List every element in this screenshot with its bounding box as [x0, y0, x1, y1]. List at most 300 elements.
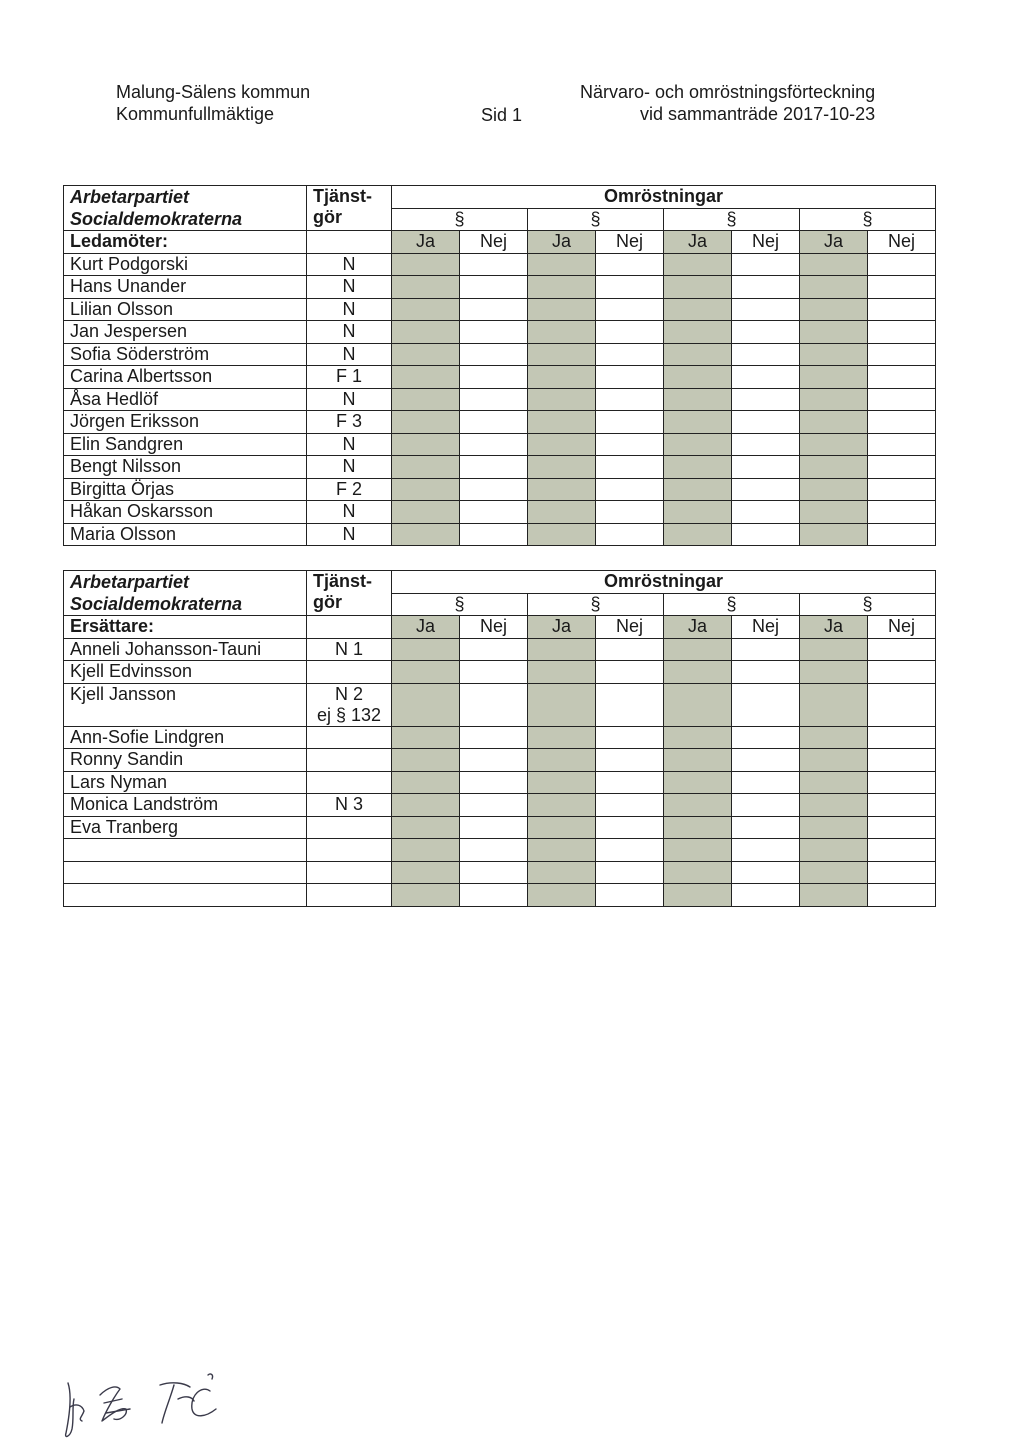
- yes-header: Ja: [800, 616, 868, 639]
- yes-vote-cell: [664, 298, 732, 321]
- no-header: Nej: [596, 616, 664, 639]
- vote-section-sign: §: [800, 208, 936, 231]
- no-vote-cell: [596, 456, 664, 479]
- no-vote-cell: [460, 343, 528, 366]
- vote-section-sign: §: [392, 208, 528, 231]
- serving-code: F 1: [307, 366, 392, 389]
- no-vote-cell: [732, 321, 800, 344]
- no-vote-cell: [868, 366, 936, 389]
- party-line1: Arbetarpartiet: [70, 572, 190, 592]
- members-table: [63, 185, 936, 546]
- no-vote-cell: [868, 861, 936, 884]
- table-row: [64, 749, 936, 772]
- serving-code: N: [307, 298, 392, 321]
- yes-vote-cell: [528, 456, 596, 479]
- serving-code: F 3: [307, 411, 392, 434]
- no-vote-cell: [732, 501, 800, 524]
- yes-vote-cell: [800, 253, 868, 276]
- yes-vote-cell: [800, 343, 868, 366]
- page-number: Sid 1: [481, 105, 523, 125]
- members-table-body: [64, 253, 936, 546]
- yes-vote-cell: [664, 456, 732, 479]
- yes-vote-cell: [664, 478, 732, 501]
- no-vote-cell: [596, 501, 664, 524]
- no-vote-cell: [596, 771, 664, 794]
- table-row: [64, 816, 936, 839]
- yes-vote-cell: [528, 638, 596, 661]
- no-vote-cell: [460, 726, 528, 749]
- table-row: [64, 501, 936, 524]
- table-row: [64, 411, 936, 434]
- no-vote-cell: [460, 276, 528, 299]
- party-line2: Socialdemokraterna: [70, 594, 243, 614]
- vote-section-sign: §: [664, 593, 800, 616]
- yes-vote-cell: [664, 523, 732, 546]
- yes-vote-cell: [800, 478, 868, 501]
- serving-code: N: [307, 343, 392, 366]
- yes-vote-cell: [392, 861, 460, 884]
- no-vote-cell: [596, 388, 664, 411]
- no-vote-cell: [732, 839, 800, 862]
- serving-code: N: [307, 388, 392, 411]
- yes-vote-cell: [664, 839, 732, 862]
- table-row: [64, 343, 936, 366]
- yes-vote-cell: [664, 638, 732, 661]
- serving-line1: Tjänst-: [313, 571, 373, 591]
- serving-code: N: [307, 523, 392, 546]
- no-vote-cell: [732, 638, 800, 661]
- yes-header: Ja: [528, 616, 596, 639]
- person-name: Anneli Johansson-Tauni: [64, 638, 307, 661]
- yes-vote-cell: [664, 794, 732, 817]
- yes-vote-cell: [528, 276, 596, 299]
- table-row: [64, 276, 936, 299]
- yes-vote-cell: [528, 343, 596, 366]
- vote-section-sign: §: [392, 593, 528, 616]
- no-vote-cell: [460, 749, 528, 772]
- yes-vote-cell: [392, 433, 460, 456]
- yes-vote-cell: [392, 726, 460, 749]
- party-line1: Arbetarpartiet: [70, 187, 190, 207]
- no-vote-cell: [868, 749, 936, 772]
- yes-vote-cell: [392, 298, 460, 321]
- yes-vote-cell: [528, 683, 596, 726]
- no-vote-cell: [868, 343, 936, 366]
- yes-vote-cell: [392, 456, 460, 479]
- no-header: Nej: [868, 231, 936, 254]
- table-row: [64, 253, 936, 276]
- table-row: [64, 638, 936, 661]
- no-vote-cell: [868, 298, 936, 321]
- table-row: [64, 683, 936, 726]
- yes-vote-cell: [800, 839, 868, 862]
- yes-vote-cell: [800, 794, 868, 817]
- person-name: Carina Albertsson: [64, 366, 307, 389]
- yes-vote-cell: [392, 839, 460, 862]
- person-name: Maria Olsson: [64, 523, 307, 546]
- no-vote-cell: [596, 884, 664, 907]
- serving-header-cell: [307, 571, 392, 616]
- vote-section-sign: §: [664, 208, 800, 231]
- yes-vote-cell: [528, 501, 596, 524]
- header-left: [116, 81, 310, 125]
- serving-code-value: N 2: [334, 683, 363, 704]
- no-vote-cell: [732, 433, 800, 456]
- no-vote-cell: [596, 523, 664, 546]
- no-vote-cell: [868, 523, 936, 546]
- serving-code: [307, 816, 392, 839]
- table-row: [64, 661, 936, 684]
- yes-vote-cell: [800, 456, 868, 479]
- no-header: Nej: [460, 231, 528, 254]
- yes-vote-cell: [392, 388, 460, 411]
- yes-vote-cell: [664, 388, 732, 411]
- person-name: Ronny Sandin: [64, 749, 307, 772]
- serving-code: N 1: [307, 638, 392, 661]
- yes-vote-cell: [800, 523, 868, 546]
- yes-vote-cell: [392, 253, 460, 276]
- person-name: Bengt Nilsson: [64, 456, 307, 479]
- yes-vote-cell: [800, 366, 868, 389]
- no-vote-cell: [460, 661, 528, 684]
- serving-code: [307, 861, 392, 884]
- yes-vote-cell: [528, 478, 596, 501]
- yes-vote-cell: [664, 749, 732, 772]
- no-vote-cell: [868, 478, 936, 501]
- yes-vote-cell: [528, 253, 596, 276]
- no-vote-cell: [868, 388, 936, 411]
- yes-vote-cell: [664, 433, 732, 456]
- no-vote-cell: [732, 411, 800, 434]
- person-name: Hans Unander: [64, 276, 307, 299]
- yes-vote-cell: [800, 861, 868, 884]
- person-name: Åsa Hedlöf: [64, 388, 307, 411]
- yes-vote-cell: [800, 638, 868, 661]
- yes-header: Ja: [528, 231, 596, 254]
- no-vote-cell: [732, 726, 800, 749]
- yes-vote-cell: [800, 276, 868, 299]
- yes-vote-cell: [392, 276, 460, 299]
- serving-blank-cell: [307, 231, 392, 254]
- no-vote-cell: [596, 749, 664, 772]
- yes-vote-cell: [392, 523, 460, 546]
- yes-vote-cell: [392, 683, 460, 726]
- serving-blank-cell: [307, 616, 392, 639]
- no-header: Nej: [868, 616, 936, 639]
- serving-code: [307, 839, 392, 862]
- yes-vote-cell: [528, 749, 596, 772]
- no-vote-cell: [596, 861, 664, 884]
- no-vote-cell: [460, 388, 528, 411]
- no-vote-cell: [596, 366, 664, 389]
- no-vote-cell: [732, 661, 800, 684]
- yes-vote-cell: [664, 253, 732, 276]
- table-row: [64, 726, 936, 749]
- table-row: [64, 388, 936, 411]
- no-vote-cell: [868, 683, 936, 726]
- no-vote-cell: [596, 253, 664, 276]
- no-vote-cell: [732, 771, 800, 794]
- person-name: Sofia Söderström: [64, 343, 307, 366]
- person-name: Kurt Podgorski: [64, 253, 307, 276]
- serving-code: N: [307, 433, 392, 456]
- no-vote-cell: [460, 816, 528, 839]
- no-vote-cell: [868, 794, 936, 817]
- votes-title: Omröstningar: [392, 186, 936, 209]
- no-vote-cell: [732, 794, 800, 817]
- party-name-cell: [64, 571, 307, 616]
- person-name: Ann-Sofie Lindgren: [64, 726, 307, 749]
- yes-vote-cell: [664, 683, 732, 726]
- yes-vote-cell: [800, 749, 868, 772]
- votes-title: Omröstningar: [392, 571, 936, 594]
- no-vote-cell: [596, 839, 664, 862]
- no-vote-cell: [732, 343, 800, 366]
- no-vote-cell: [596, 661, 664, 684]
- person-name: Kjell Edvinsson: [64, 661, 307, 684]
- person-name: Elin Sandgren: [64, 433, 307, 456]
- table-row: [64, 771, 936, 794]
- no-vote-cell: [868, 839, 936, 862]
- no-vote-cell: [596, 726, 664, 749]
- council-name: Kommunfullmäktige: [116, 104, 275, 124]
- yes-vote-cell: [664, 276, 732, 299]
- no-vote-cell: [596, 321, 664, 344]
- no-vote-cell: [596, 816, 664, 839]
- table-row: [64, 433, 936, 456]
- yes-vote-cell: [800, 298, 868, 321]
- yes-vote-cell: [528, 366, 596, 389]
- vote-section-sign: §: [800, 593, 936, 616]
- yes-vote-cell: [664, 884, 732, 907]
- yes-vote-cell: [528, 523, 596, 546]
- person-name: Lilian Olsson: [64, 298, 307, 321]
- yes-vote-cell: [800, 726, 868, 749]
- serving-code: N: [307, 253, 392, 276]
- no-vote-cell: [732, 478, 800, 501]
- person-name: Eva Tranberg: [64, 816, 307, 839]
- serving-code: N: [307, 501, 392, 524]
- no-vote-cell: [596, 478, 664, 501]
- yes-vote-cell: [664, 816, 732, 839]
- table-row: [64, 884, 936, 907]
- table-row: [64, 456, 936, 479]
- no-vote-cell: [460, 683, 528, 726]
- yes-vote-cell: [528, 298, 596, 321]
- yes-header: Ja: [664, 231, 732, 254]
- yes-vote-cell: [392, 771, 460, 794]
- yes-vote-cell: [664, 366, 732, 389]
- no-vote-cell: [732, 749, 800, 772]
- serving-code: N: [307, 321, 392, 344]
- no-vote-cell: [732, 366, 800, 389]
- yes-vote-cell: [664, 411, 732, 434]
- yes-vote-cell: [800, 683, 868, 726]
- yes-vote-cell: [528, 661, 596, 684]
- table-row: [64, 839, 936, 862]
- person-name: [64, 839, 307, 862]
- no-vote-cell: [868, 456, 936, 479]
- no-vote-cell: [596, 433, 664, 456]
- serving-code: N: [307, 456, 392, 479]
- no-vote-cell: [732, 683, 800, 726]
- yes-header: Ja: [800, 231, 868, 254]
- person-name: [64, 861, 307, 884]
- yes-vote-cell: [664, 343, 732, 366]
- no-vote-cell: [732, 456, 800, 479]
- vote-section-sign: §: [528, 593, 664, 616]
- no-vote-cell: [460, 771, 528, 794]
- party-name-cell: [64, 186, 307, 231]
- yes-vote-cell: [528, 861, 596, 884]
- no-vote-cell: [868, 726, 936, 749]
- no-vote-cell: [596, 411, 664, 434]
- person-name: Monica Landström: [64, 794, 307, 817]
- person-name: Kjell Jansson: [64, 683, 307, 726]
- table-row: [64, 298, 936, 321]
- no-vote-cell: [868, 253, 936, 276]
- vote-section-sign: §: [528, 208, 664, 231]
- no-vote-cell: [460, 411, 528, 434]
- no-vote-cell: [868, 661, 936, 684]
- no-vote-cell: [732, 861, 800, 884]
- person-name: [64, 884, 307, 907]
- no-vote-cell: [868, 638, 936, 661]
- yes-vote-cell: [528, 794, 596, 817]
- yes-vote-cell: [800, 411, 868, 434]
- serving-code: [307, 749, 392, 772]
- table-row: [64, 523, 936, 546]
- table-row: [64, 861, 936, 884]
- yes-vote-cell: [392, 501, 460, 524]
- person-name: Jan Jespersen: [64, 321, 307, 344]
- yes-vote-cell: [528, 388, 596, 411]
- yes-vote-cell: [528, 726, 596, 749]
- yes-header: Ja: [392, 231, 460, 254]
- serving-code: N 3: [307, 794, 392, 817]
- no-vote-cell: [460, 523, 528, 546]
- no-header: Nej: [732, 231, 800, 254]
- yes-vote-cell: [392, 478, 460, 501]
- no-vote-cell: [868, 501, 936, 524]
- no-vote-cell: [868, 771, 936, 794]
- no-vote-cell: [732, 253, 800, 276]
- no-vote-cell: [596, 343, 664, 366]
- yes-vote-cell: [664, 861, 732, 884]
- serving-code: [307, 726, 392, 749]
- yes-vote-cell: [800, 433, 868, 456]
- yes-vote-cell: [392, 794, 460, 817]
- person-name: Håkan Oskarsson: [64, 501, 307, 524]
- serving-line2: gör: [313, 207, 342, 227]
- yes-vote-cell: [392, 816, 460, 839]
- person-name: Birgitta Örjas: [64, 478, 307, 501]
- serving-code: N: [307, 276, 392, 299]
- yes-vote-cell: [528, 411, 596, 434]
- yes-vote-cell: [528, 816, 596, 839]
- serving-code: [307, 683, 392, 726]
- no-vote-cell: [868, 816, 936, 839]
- serving-note: ej § 132: [316, 704, 382, 725]
- yes-vote-cell: [528, 433, 596, 456]
- no-vote-cell: [732, 298, 800, 321]
- handwritten-initials: [60, 1355, 250, 1440]
- yes-vote-cell: [800, 501, 868, 524]
- substitutes-table: [63, 570, 936, 907]
- yes-vote-cell: [800, 884, 868, 907]
- no-vote-cell: [596, 298, 664, 321]
- yes-vote-cell: [392, 321, 460, 344]
- yes-vote-cell: [528, 321, 596, 344]
- no-vote-cell: [460, 794, 528, 817]
- yes-header: Ja: [664, 616, 732, 639]
- yes-vote-cell: [800, 661, 868, 684]
- no-vote-cell: [460, 366, 528, 389]
- yes-vote-cell: [664, 771, 732, 794]
- yes-vote-cell: [528, 771, 596, 794]
- municipality-name: Malung-Sälens kommun: [116, 82, 311, 102]
- no-vote-cell: [868, 884, 936, 907]
- no-vote-cell: [460, 638, 528, 661]
- no-vote-cell: [868, 433, 936, 456]
- yes-vote-cell: [800, 816, 868, 839]
- serving-code: F 2: [307, 478, 392, 501]
- person-name: Jörgen Eriksson: [64, 411, 307, 434]
- no-header: Nej: [596, 231, 664, 254]
- no-vote-cell: [868, 276, 936, 299]
- no-vote-cell: [460, 433, 528, 456]
- yes-vote-cell: [392, 661, 460, 684]
- yes-vote-cell: [392, 638, 460, 661]
- no-vote-cell: [868, 321, 936, 344]
- no-vote-cell: [596, 683, 664, 726]
- yes-vote-cell: [392, 749, 460, 772]
- yes-vote-cell: [664, 501, 732, 524]
- no-vote-cell: [732, 388, 800, 411]
- table-row: [64, 366, 936, 389]
- no-header: Nej: [460, 616, 528, 639]
- no-vote-cell: [460, 501, 528, 524]
- yes-vote-cell: [664, 726, 732, 749]
- serving-code: [307, 884, 392, 907]
- serving-line2: gör: [313, 592, 342, 612]
- yes-vote-cell: [392, 366, 460, 389]
- no-vote-cell: [460, 884, 528, 907]
- yes-header: Ja: [392, 616, 460, 639]
- serving-code: [307, 771, 392, 794]
- serving-code: [307, 661, 392, 684]
- yes-vote-cell: [528, 884, 596, 907]
- no-vote-cell: [732, 523, 800, 546]
- table-row: [64, 321, 936, 344]
- no-vote-cell: [460, 298, 528, 321]
- substitutes-table-body: [64, 638, 936, 906]
- yes-vote-cell: [800, 388, 868, 411]
- no-vote-cell: [460, 456, 528, 479]
- person-name: Lars Nyman: [64, 771, 307, 794]
- yes-vote-cell: [392, 343, 460, 366]
- yes-vote-cell: [664, 321, 732, 344]
- no-vote-cell: [732, 884, 800, 907]
- table-row: [64, 478, 936, 501]
- no-vote-cell: [868, 411, 936, 434]
- document-title: Närvaro- och omröstningsförteckning: [580, 82, 876, 102]
- no-vote-cell: [596, 638, 664, 661]
- yes-vote-cell: [800, 321, 868, 344]
- members-table-head: [64, 186, 936, 254]
- table-row: [64, 794, 936, 817]
- no-vote-cell: [460, 478, 528, 501]
